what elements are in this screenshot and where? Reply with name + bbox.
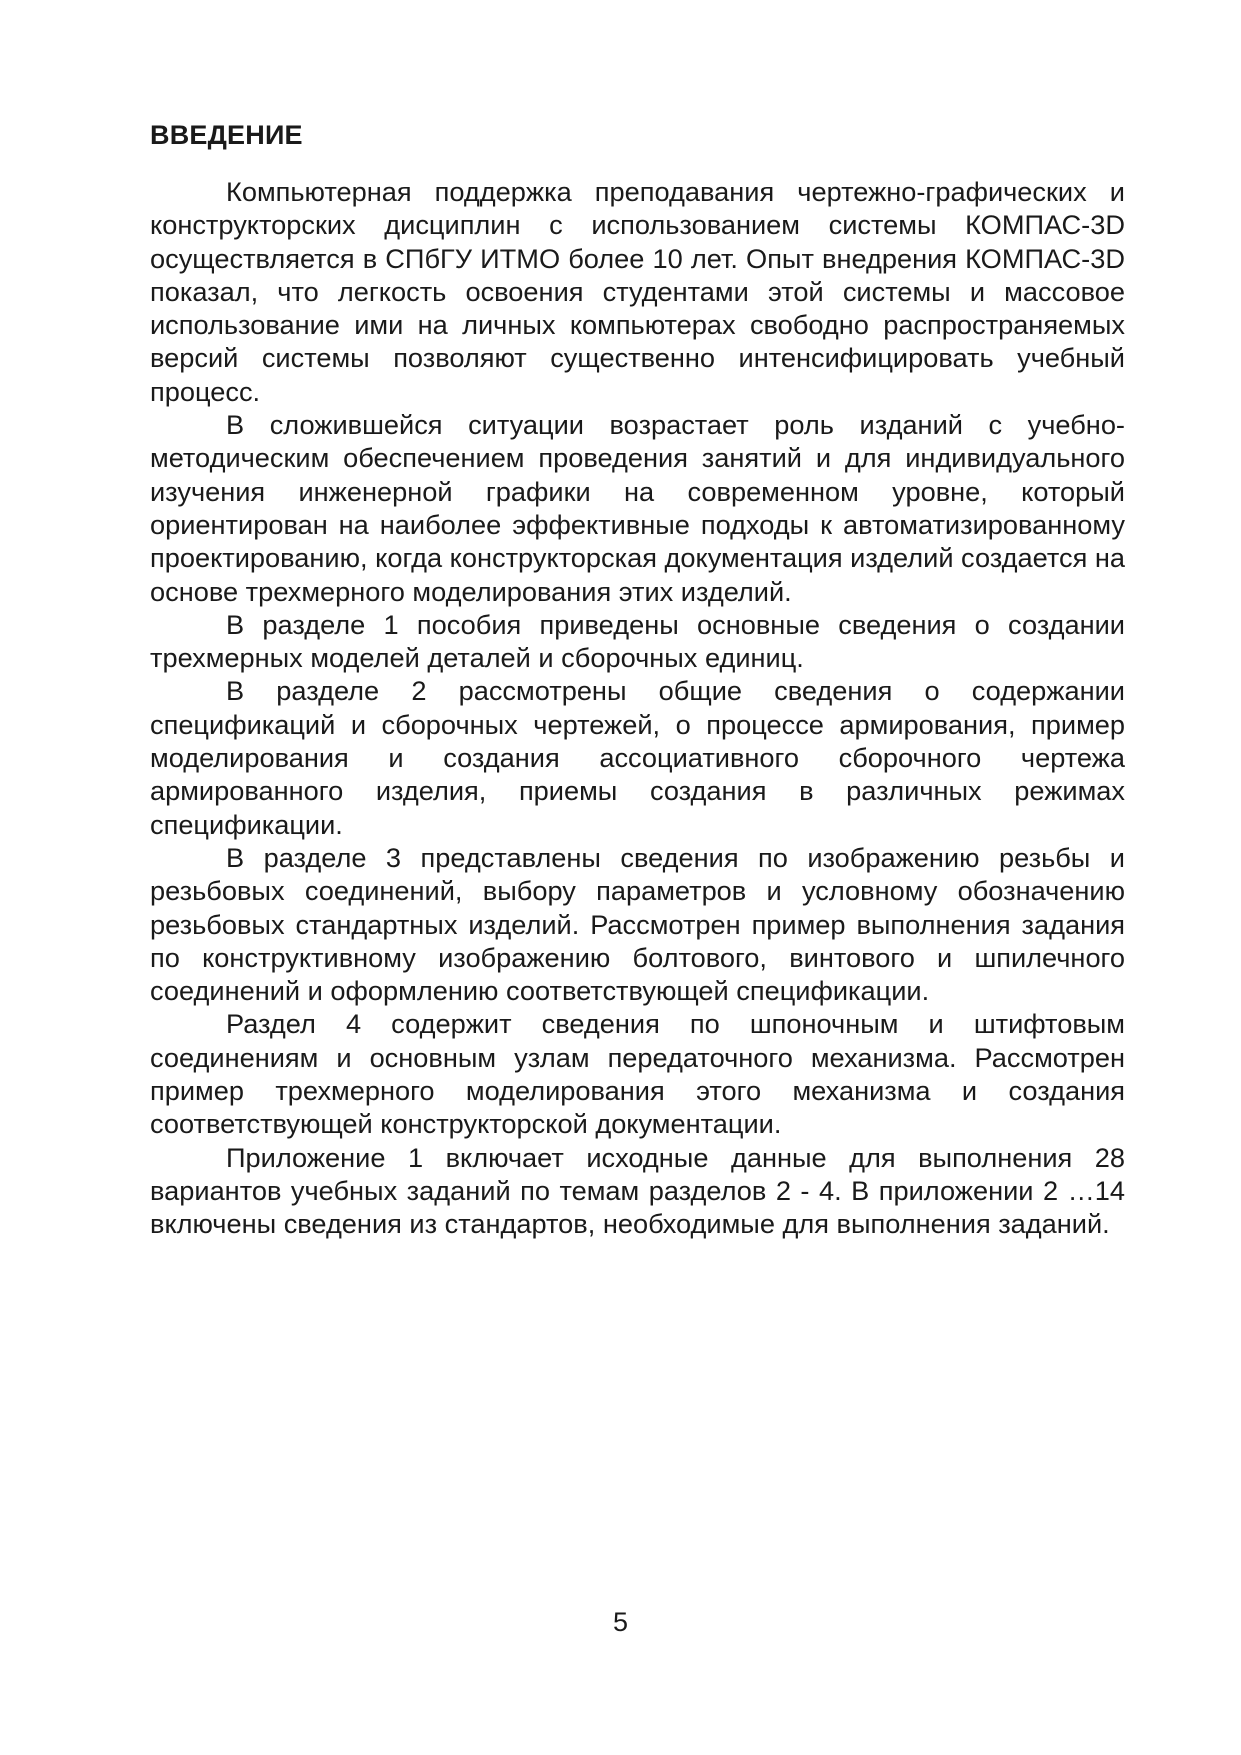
paragraph-3: В разделе 1 пособия приведены основные сведения о создании трехмерных моделей деталей и сборочных единиц.: [150, 608, 1125, 674]
paragraph-2: В сложившейся ситуации возрастает роль изданий с учебно-методическим обеспечением проведения занятий и для индивидуального изучения инженерной графики на современном уровне, который ориентирован на наиболее эффективные подходы к автоматизированному проектированию, когда конструкторская документация изделий создается на основе трехмерного моделирования этих изделий.: [150, 409, 1125, 607]
paragraph-6: Раздел 4 содержит сведения по шпоночным и штифтовым соединениям и основным узлам передаточного механизма. Рассмотрен пример трехмерного моделирования этого механизма и создания соответствующей конструкторской документации.: [150, 1008, 1125, 1140]
paragraph-5: В разделе 3 представлены сведения по изображению резьбы и резьбовых соединений, выбору параметров и условному обозначению резьбовых стандартных изделий. Рассмотрен пример выполнения задания по конструктивному изображению болтового, винтового и шпилечного соединений и оформлению соответствующей спецификации.: [150, 841, 1125, 1007]
section-heading: ВВЕДЕНИЕ: [150, 120, 303, 150]
paragraph-7: Приложение 1 включает исходные данные для выполнения 28 вариантов учебных заданий по темам разделов 2 - 4. В приложении 2 …14 включены сведения из стандартов, необходимые для выполнения заданий.: [150, 1141, 1125, 1240]
paragraph-1: Компьютерная поддержка преподавания чертежно-графических и конструкторских дисциплин с использованием системы КОМПАС-3D осуществляется в СПбГУ ИТМО более 10 лет. Опыт внедрения КОМПАС-3D показал, что легкость освоения студентами этой системы и массовое использование ими на личных компьютерах свободно распространяемых версий системы позволяют существенно интенсифицировать учебный процесс.: [150, 176, 1125, 407]
paragraph-4: В разделе 2 рассмотрены общие сведения о содержании спецификаций и сборочных чертежей, о процессе армирования, пример моделирования и создания ассоциативного сборочного чертежа армированного изделия, приемы создания в различных режимах спецификации.: [150, 675, 1125, 840]
body-text: [150, 175, 1125, 1241]
page-number: 5: [612, 1607, 629, 1637]
